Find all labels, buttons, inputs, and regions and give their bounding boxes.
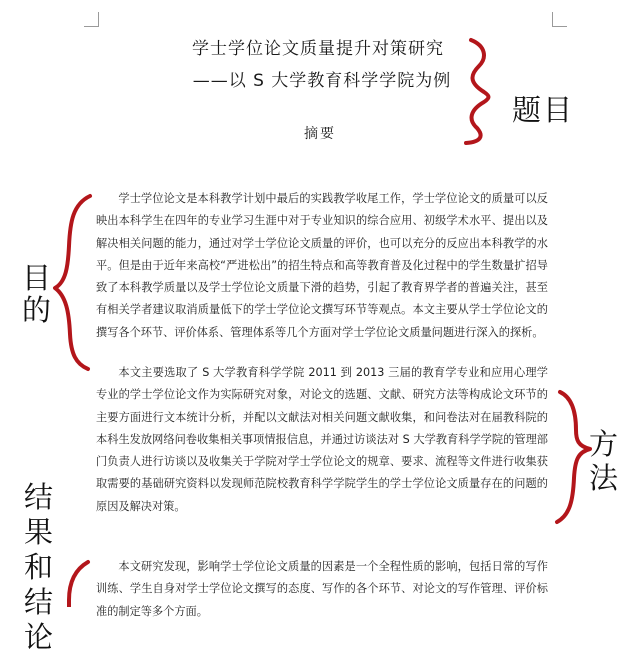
abstract-paragraph-purpose: 学士学位论文是本科教学计划中最后的实践教学收尾工作，学士学位论文的质量可以反映出本科学生在四年的专业学习生涯中对于专业知识的综合应用、初级学术水平、提出以及解决相关问题的能力，通过对学士学位论文质量的评价，也可以充分的反应出本科教学的水平。但是由于近年来高校“严进松出”的招生特点和高等教育普及化过程中的学生数量扩招导致了本科教学质量以及学士学位论文质量下滑的趋势，引起了教育界学者的普遍关注，甚至有相关学者建议取消质量低下的学士学位论文撰写环节等观点。本文主要从学士学位论文的撰写各个环节、评价体系、管理体系等几个方面对学士学位论文质量问题进行深入的探析。 (96, 192, 548, 339)
document-title: 学士学位论文质量提升对策研究 (192, 39, 444, 59)
annotation-title: 题目 (512, 93, 575, 127)
result-bracket (69, 562, 88, 607)
page-corner-mark-left (84, 12, 99, 27)
abstract-paragraph-result: 本文研究发现，影响学士学位论文质量的因素是一个全程性质的影响，包括日常的写作训练、学生自身对学士学位论文撰写的态度、写作的各个环节、对论文的写作管理、评价标准的制定等多个方面。 (96, 560, 548, 618)
method-bracket (557, 392, 590, 522)
document-subtitle: ——以 S 大学教育科学学院为例 (192, 71, 452, 91)
abstract-heading: 摘要 (304, 126, 336, 142)
annotation-result: 结果和结论 (24, 480, 54, 654)
annotation-purpose: 目的 (22, 261, 52, 327)
page-corner-mark-right (552, 12, 567, 27)
annotation-method: 方法 (589, 427, 619, 495)
abstract-paragraph-method: 本文主要选取了 S 大学教育科学学院 2011 到 2013 三届的教育学专业和应用心理学专业的学士学位论文作为实际研究对象，对论文的选题、文献、研究方法等构成论文环节的主要方面进行文本统计分析，并配以文献法对相关问题文献收集，和问卷法对在届教科院的本科生发放网络问卷收集相关事项情报信息，并通过访谈法对 S 大学教育科学学院的管理部门负责人进行访谈以及收集关于学院对学士学位论文的规章、要求、流程等文件进行收集获取需要的基础研究资料以发现师范院校教育科学学院学生的学士学位论文质量存在的问题的原因及解决对策。 (96, 366, 548, 513)
purpose-bracket (55, 196, 90, 369)
